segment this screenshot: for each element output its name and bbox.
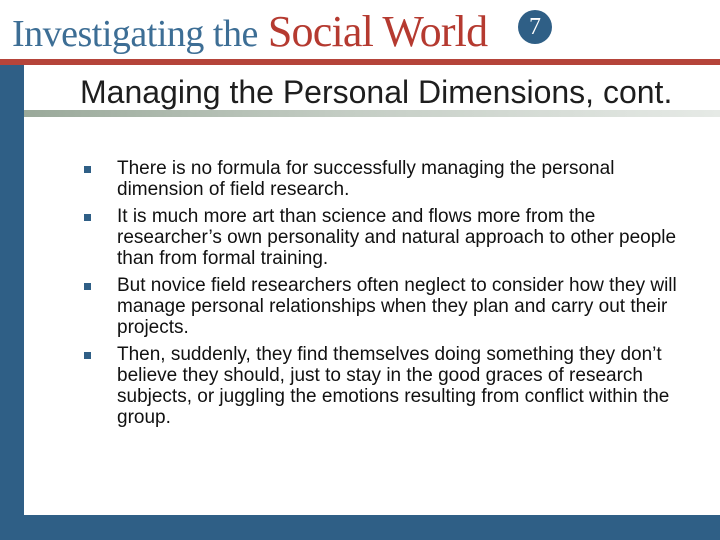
book-title-logo [12,6,487,56]
bullet-item [80,344,680,428]
square-bullet-icon [84,214,91,221]
slide-title: Managing the Personal Dimensions, cont. [80,74,673,110]
bullet-text: It is much more art than science and flows more from the researcher’s own personality and natural approach to other people than from formal training. [117,206,677,269]
bullet-item [80,275,680,338]
header-divider [0,59,720,65]
bottom-frame-bar [0,515,720,540]
bullet-list [80,158,680,434]
bullet-item [80,206,680,269]
square-bullet-icon [84,166,91,173]
bullet-text: But novice field researchers often neglect to consider how they will manage personal relationships when they plan and carry out their projects. [117,275,677,338]
header-banner [0,0,720,62]
left-frame-bar [0,65,24,540]
square-bullet-icon [84,283,91,290]
bullet-item [80,158,680,200]
bullet-text: There is no formula for successfully managing the personal dimension of field research. [117,158,615,200]
bullet-text: Then, suddenly, they find themselves doing something they don’t believe they should, just to stay in the good graces of research subjects, or juggling the emotions resulting from conflict within the group. [117,344,670,428]
brand-main: Social World [267,7,488,56]
square-bullet-icon [84,352,91,359]
edition-badge: 7 [518,10,552,44]
brand-prefix: Investigating the [12,13,258,55]
